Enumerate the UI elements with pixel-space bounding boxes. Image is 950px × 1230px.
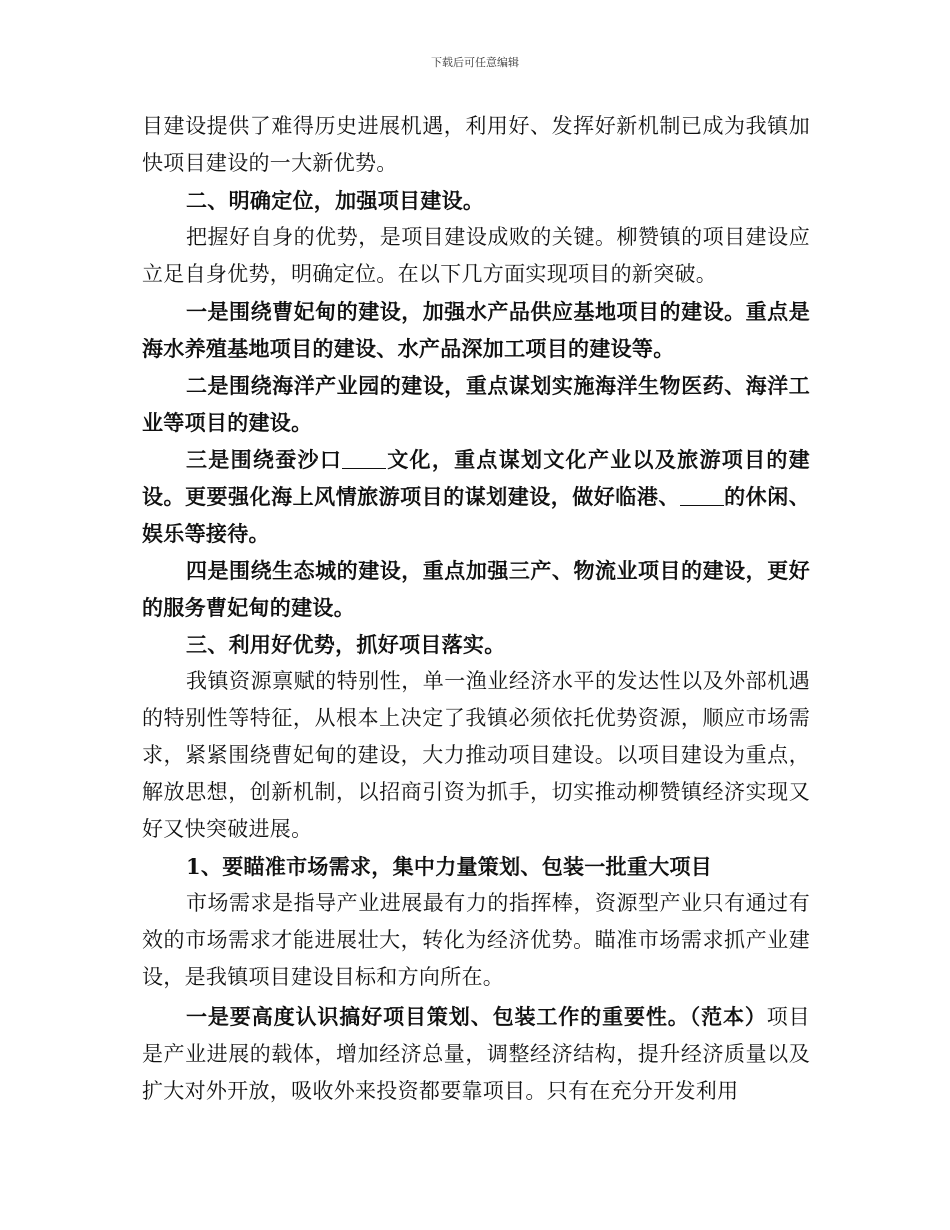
paragraph-point-3 <box>142 441 810 552</box>
blank-underline <box>680 484 724 506</box>
page-header: 下载后可任意编辑 <box>431 56 519 69</box>
point-3-part-a: 三是围绕蚕沙口 <box>186 447 343 472</box>
paragraph-point-1: 一是围绕曹妃甸的建设，加强水产品供应基地项目的建设。重点是海水养殖基地项目的建设、水产品深加工项目的建设等。 <box>142 299 810 361</box>
subsection-heading-1: 1、要瞄准市场需求，集中力量策划、包装一批重大项目 <box>186 854 713 879</box>
paragraph-project-planning <box>142 998 810 1110</box>
section-heading-3: 三、利用好优势，抓好项目落实。 <box>186 632 506 657</box>
point-3-part-b: 文化，重点谋划文化产业以及旅游项目的建设。更要强化海上风情旅游项目的谋划建设，做好临港、 <box>142 447 810 509</box>
blank-underline <box>342 447 386 469</box>
paragraph-resources: 我镇资源禀赋的特别性，单一渔业经济水平的发达性以及外部机遇的特别性等特征，从根本上决定了我镇必须依托优势资源，顺应市场需求，紧紧围绕曹妃甸的建设，大力推动项目建设。以项目建设为重点，解放思想，创新机制，以招商引资为抓手，切实推动柳赞镇经济实现又好又快突破进展。 <box>142 669 810 841</box>
point-3-part-c: 的休闲、娱乐等接待。 <box>142 484 811 546</box>
paragraph-market-demand: 市场需求是指导产业进展最有力的指挥棒，资源型产业只有通过有效的市场需求才能进展壮大，转化为经济优势。瞄准市场需求抓产业建设，是我镇项目建设目标和方向所在。 <box>142 891 810 989</box>
section-heading-2: 二、明确定位，加强项目建设。 <box>186 188 485 213</box>
project-planning-rest: 项目是产业进展的载体，增加经济总量，调整经济结构，提升经济质量以及扩大对外开放，吸收外来投资都要靠项目。只有在充分开发利用 <box>142 1005 810 1103</box>
paragraph-positioning: 把握好自身的优势，是项目建设成败的关键。柳赞镇的项目建设应立足自身优势，明确定位。在以下几方面实现项目的新突破。 <box>142 225 810 286</box>
paragraph-point-4: 四是围绕生态城的建设，重点加强三产、物流业项目的建设，更好的服务曹妃甸的建设。 <box>142 558 810 620</box>
project-planning-lead: 一是要高度认识搞好项目策划、包装工作的重要性。（范本） <box>186 1004 767 1029</box>
paragraph-point-2: 二是围绕海洋产业园的建设，重点谋划实施海洋生物医药、海洋工业等项目的建设。 <box>142 373 810 435</box>
paragraph-continuation: 目建设提供了难得历史进展机遇，利用好、发挥好新机制已成为我镇加快项目建设的一大新优势。 <box>142 114 810 175</box>
document-body <box>142 108 810 1110</box>
